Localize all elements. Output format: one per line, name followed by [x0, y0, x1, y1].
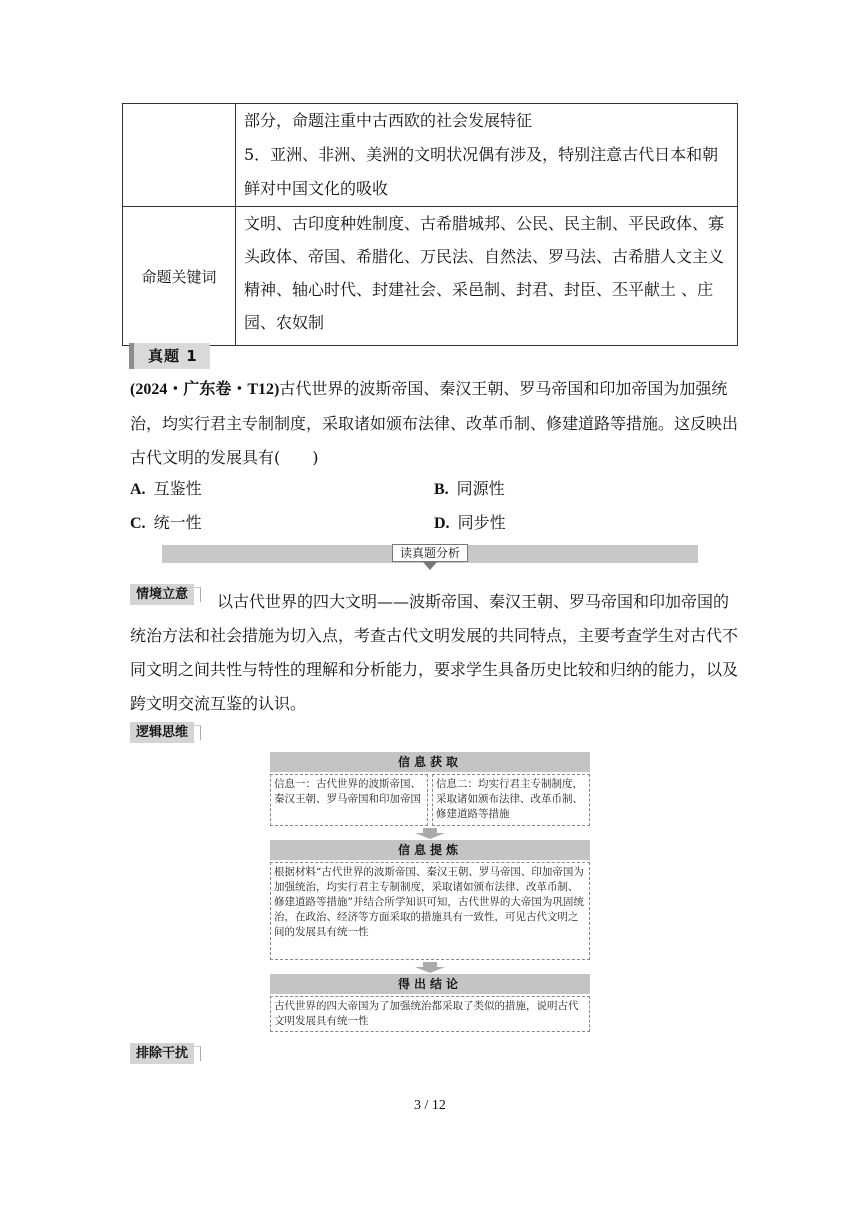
- option-c[interactable]: [130, 508, 202, 539]
- table-row: [123, 104, 738, 207]
- refine-box: 根据材料“古代世界的波斯帝国、秦汉王朝、罗马帝国、印加帝国为加强统治，均实行君主专制制度，采取诸如颁布法律、改革币制、修建道路等措施”并结合所学知识可知，古代世界的大帝国为巩固统治，在政治、经济等方面采取的措施具有一致性，可见古代文明之间的发展具有统一性: [270, 862, 590, 960]
- option-text: 统一性: [153, 513, 202, 532]
- page-number: 3 / 12: [414, 1098, 446, 1113]
- info-text: 古代世界的波斯帝国、秦汉王朝、罗马帝国和印加帝国: [274, 778, 421, 805]
- option-b[interactable]: [434, 474, 505, 505]
- logic-label: 逻辑思维: [130, 722, 194, 743]
- question-stem: [130, 372, 742, 475]
- option-letter: D.: [434, 515, 450, 532]
- option-letter: B.: [434, 481, 449, 498]
- option-text: 同源性: [456, 479, 505, 498]
- down-arrow-icon: [415, 828, 445, 838]
- table-row: [123, 207, 738, 346]
- down-arrow-icon: [415, 962, 445, 972]
- table-cell-content: [236, 104, 738, 207]
- question-text: 古代世界的波斯帝国、秦汉王朝、罗马帝国和印加帝国为加强统治，均实行君主专制制度，采取诸如颁布法律、改革币制、修建道路等措施。这反映出古代文明的发展具有( ): [130, 379, 739, 467]
- info-label: 信息一：: [274, 778, 316, 790]
- exam-info-table: [122, 103, 738, 346]
- info-box-1: [270, 774, 428, 826]
- keywords-content: 文明、古印度种姓制度、古希腊城邦、公民、民主制、平民政体、寡头政体、帝国、希腊化、万民法、自然法、罗马法、古希腊人文主义精神、轴心时代、封建社会、采邑制、封君、封臣、丕平献土 、庄园、农奴制: [236, 207, 738, 346]
- context-label: 情境立意: [130, 584, 194, 605]
- flow-step-title: 得出结论: [270, 974, 590, 994]
- down-pointer-icon: [423, 562, 437, 570]
- info-label: 信息二：: [436, 778, 478, 790]
- option-letter: C.: [130, 515, 146, 532]
- analysis-label: 读真题分析: [392, 544, 468, 562]
- question-tag: 真题 1: [129, 343, 210, 369]
- keywords-label: 命题关键词: [123, 207, 236, 346]
- conclusion-box: 古代世界的四大帝国为了加强统治都采取了类似的措施，说明古代文明发展具有统一性: [270, 996, 590, 1032]
- table-line: 部分，命题注重中古西欧的社会发展特征: [244, 111, 533, 130]
- question-source: (2024・广东卷・T12): [130, 381, 280, 398]
- info-box-2: [432, 774, 590, 826]
- option-text: 互鉴性: [153, 479, 202, 498]
- option-letter: A.: [130, 481, 146, 498]
- context-paragraph: 以古代世界的四大文明——波斯帝国、秦汉王朝、罗马帝国和印加帝国的统治方法和社会措施为切入点，考查古代文明发展的共同特点，主要考查学生对古代不同文明之间共性与特性的理解和分析能力，要求学生具备历史比较和归纳的能力，以及跨文明交流互鉴的认识。: [130, 592, 739, 713]
- option-d[interactable]: [434, 508, 506, 539]
- table-line: 5．亚洲、非洲、美洲的文明状况偶有涉及，特别注意古代日本和朝鲜对中国文化的吸收: [244, 145, 719, 198]
- option-a[interactable]: [130, 474, 202, 505]
- table-cell-label: [123, 104, 236, 207]
- exclude-label: 排除干扰: [130, 1043, 194, 1064]
- flow-step-title: 信息获取: [270, 752, 590, 772]
- flow-step-title: 信息提炼: [270, 840, 590, 860]
- option-text: 同步性: [457, 513, 506, 532]
- info-text: 均实行君主专制制度，采取诸如颁布法律、改革币制、修建道路等措施: [436, 778, 583, 820]
